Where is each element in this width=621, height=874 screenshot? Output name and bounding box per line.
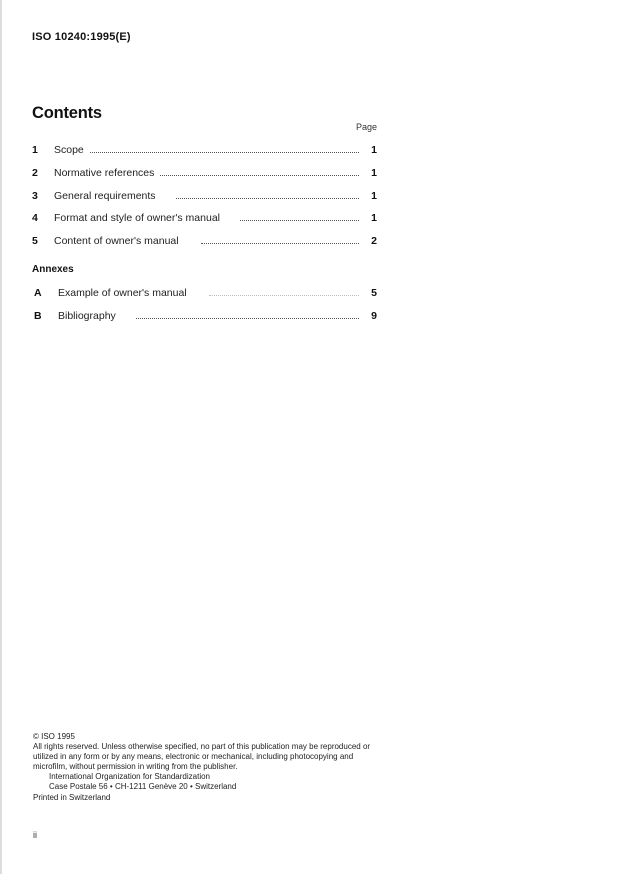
toc-annex-letter: A bbox=[34, 287, 42, 299]
contents-heading: Contents bbox=[32, 104, 102, 122]
toc-annex-title: Example of owner's manual bbox=[58, 287, 187, 299]
toc-entry-page: 2 bbox=[371, 235, 377, 247]
toc-entry-title: Content of owner's manual bbox=[54, 235, 179, 247]
toc-entry[interactable] bbox=[32, 190, 377, 206]
copyright-line: © ISO 1995 bbox=[33, 732, 75, 741]
toc-entry-title: Format and style of owner's manual bbox=[54, 212, 220, 224]
toc-annex-entry[interactable] bbox=[32, 287, 377, 303]
document-identifier: ISO 10240:1995(E) bbox=[32, 31, 131, 43]
toc-entry[interactable] bbox=[32, 144, 377, 160]
dot-leader bbox=[240, 219, 359, 221]
toc-annex-title: Bibliography bbox=[58, 310, 116, 322]
annexes-heading: Annexes bbox=[32, 264, 74, 275]
toc-entry-number: 2 bbox=[32, 167, 38, 179]
toc-entry-page: 1 bbox=[371, 212, 377, 224]
page-column-label: Page bbox=[355, 122, 377, 132]
toc-entry-number: 1 bbox=[32, 144, 38, 156]
toc-annex-entry[interactable] bbox=[32, 310, 377, 326]
toc-entry-page: 1 bbox=[371, 190, 377, 202]
toc-entry-number: 5 bbox=[32, 235, 38, 247]
dot-leader bbox=[136, 317, 359, 319]
toc-entry-page: 1 bbox=[371, 144, 377, 156]
toc-entry[interactable] bbox=[32, 212, 377, 228]
toc-entry[interactable] bbox=[32, 167, 377, 183]
printed-location: Printed in Switzerland bbox=[33, 793, 111, 802]
toc-entry-title: General requirements bbox=[54, 190, 156, 202]
copyright-notice bbox=[33, 732, 379, 803]
toc-annex-page: 9 bbox=[371, 310, 377, 322]
dot-leader bbox=[201, 242, 359, 244]
rights-statement: All rights reserved. Unless otherwise specified, no part of this publication may be reproduced or utilized in any form or by any means, electronic or mechanical, including photocopying and microfilm, without permission in writing from the publisher. bbox=[33, 742, 371, 771]
organization-name: International Organization for Standardization bbox=[49, 772, 210, 781]
page-number: ii bbox=[33, 830, 37, 840]
toc-entry-page: 1 bbox=[371, 167, 377, 179]
page-edge-rule bbox=[0, 0, 2, 874]
dot-leader bbox=[176, 197, 359, 199]
toc-entry-number: 4 bbox=[32, 212, 38, 224]
dot-leader bbox=[90, 151, 359, 153]
toc-entry-title: Scope bbox=[54, 144, 84, 156]
toc-annex-page: 5 bbox=[371, 287, 377, 299]
organization-address: Case Postale 56 • CH-1211 Genève 20 • Switzerland bbox=[49, 782, 237, 791]
toc-entry-number: 3 bbox=[32, 190, 38, 202]
dot-leader bbox=[209, 294, 359, 296]
toc-annex-letter: B bbox=[34, 310, 42, 322]
toc-entry-title: Normative references bbox=[54, 167, 155, 179]
toc-entry[interactable] bbox=[32, 235, 377, 251]
dot-leader bbox=[160, 174, 359, 176]
